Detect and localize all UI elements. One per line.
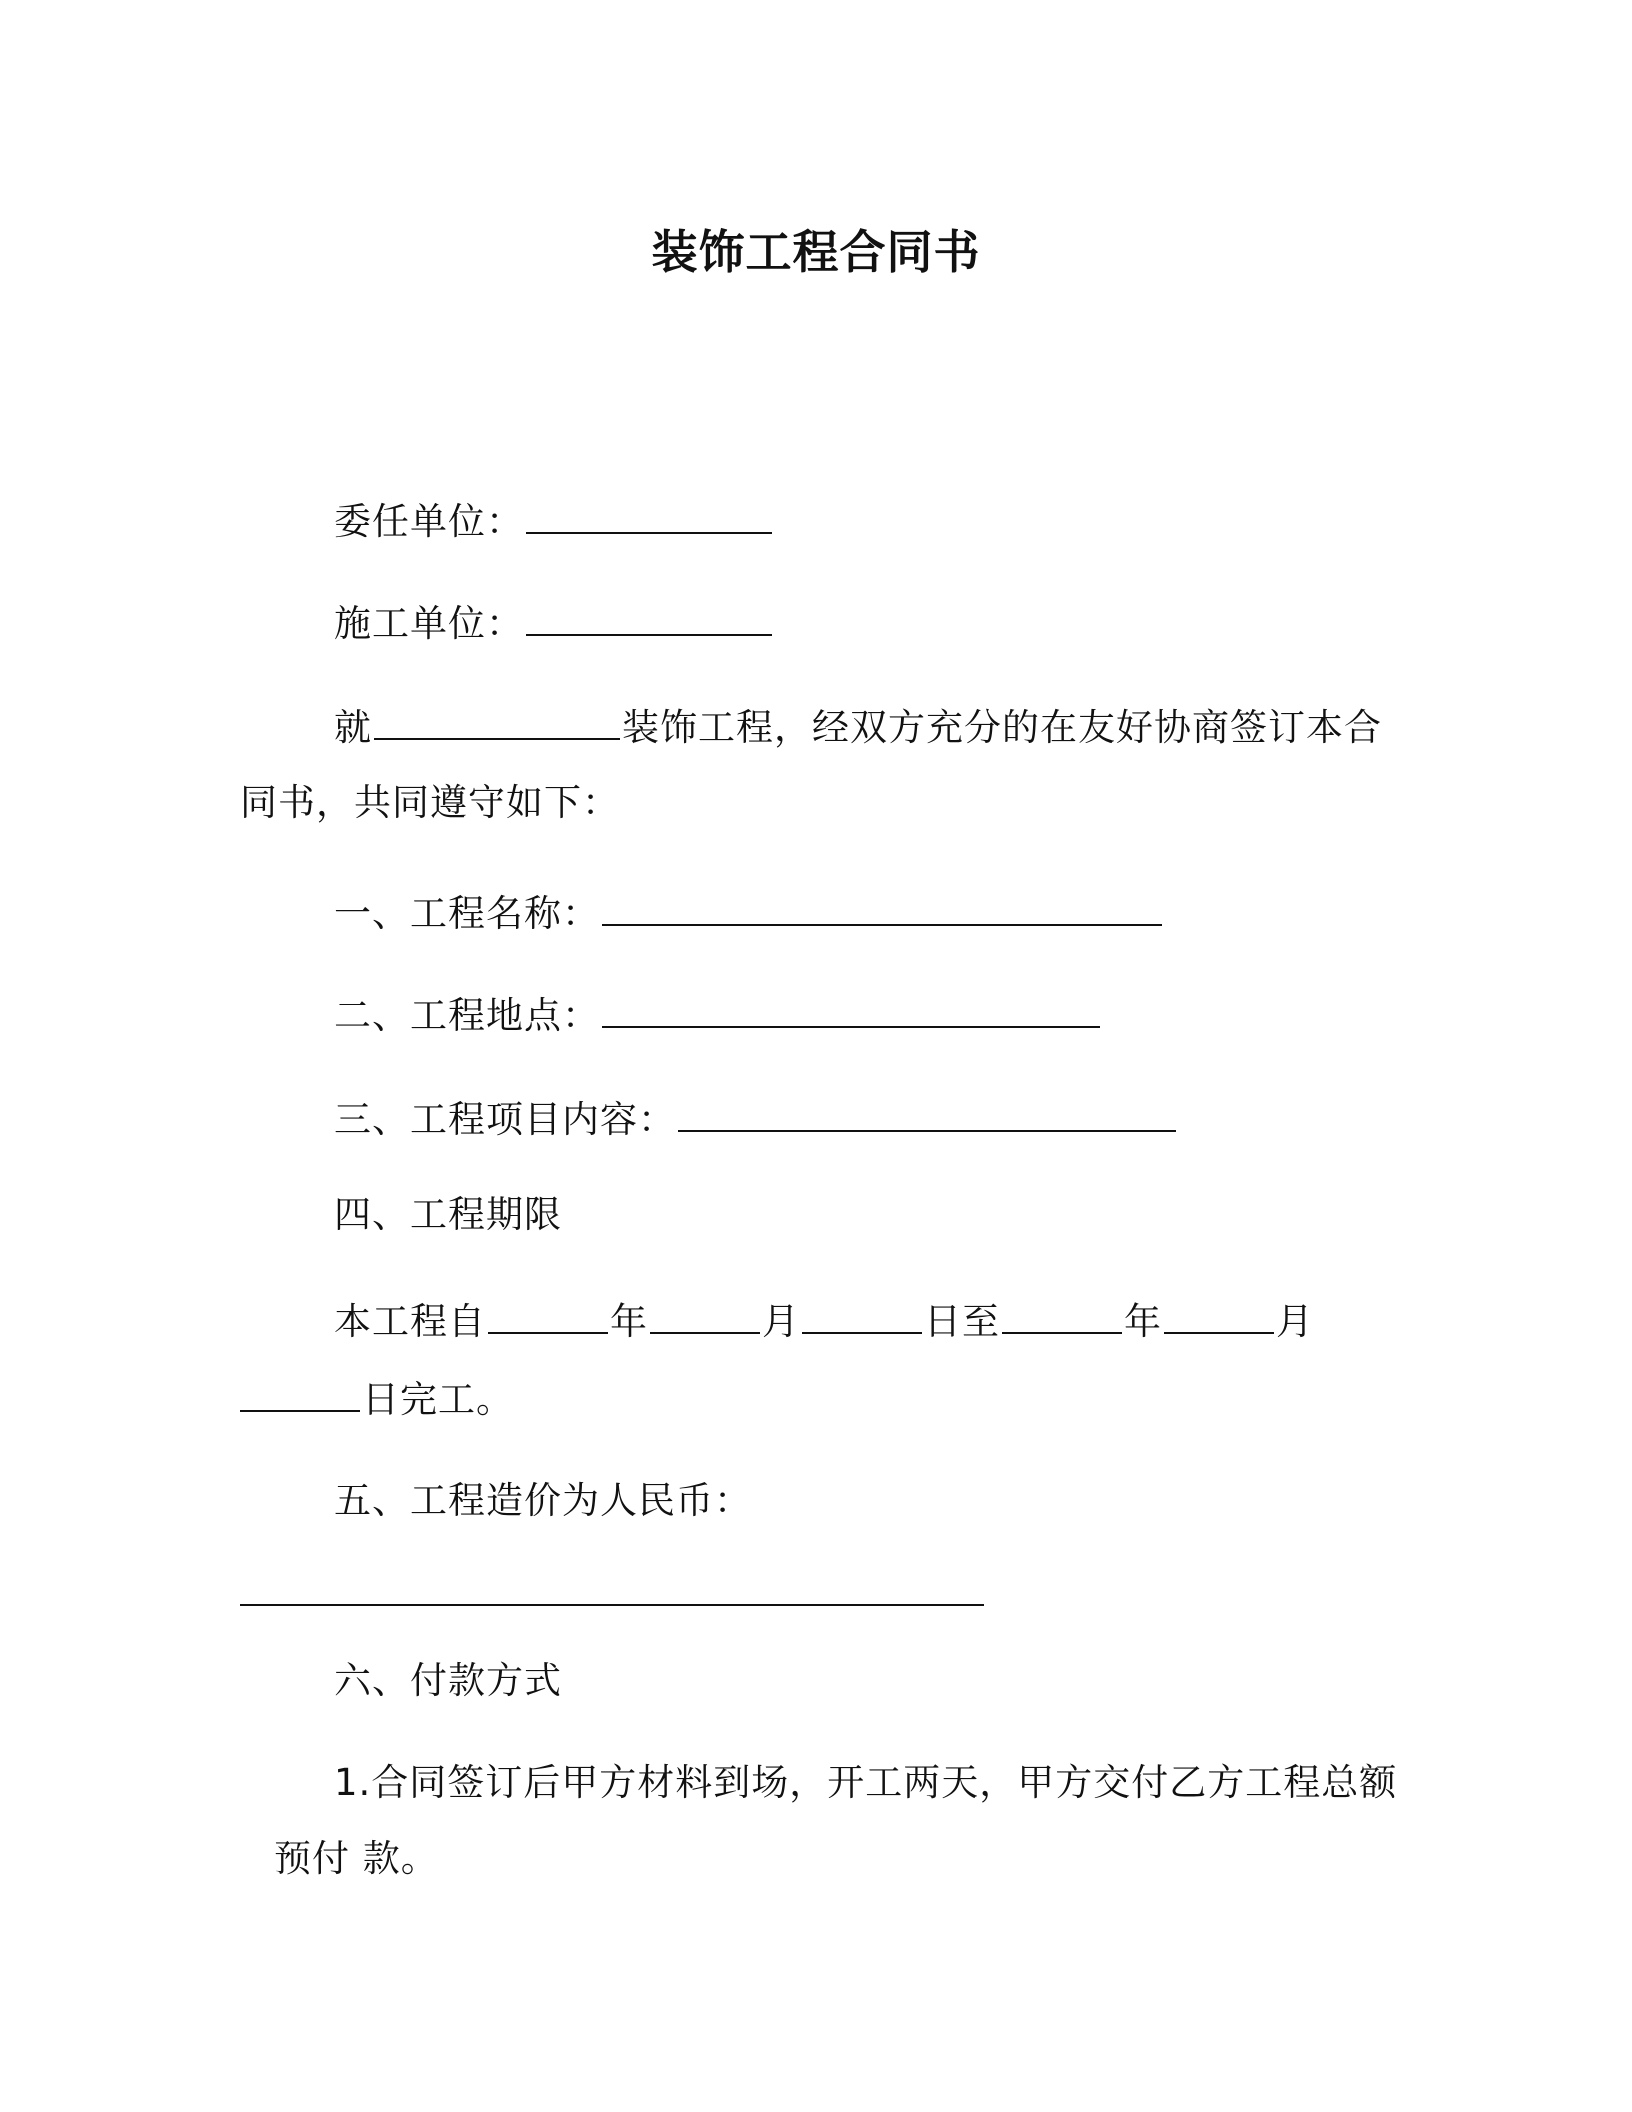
- item-6-heading: 六、付款方式: [334, 1659, 562, 1702]
- month-label: 月: [762, 1300, 800, 1343]
- item-1-line: [334, 888, 1164, 939]
- item-3-blank[interactable]: [678, 1094, 1176, 1132]
- end-year-blank[interactable]: [1002, 1296, 1122, 1334]
- contractor-line: [334, 598, 774, 649]
- item-4-heading: 四、工程期限: [334, 1193, 562, 1236]
- year-label: 年: [1124, 1300, 1162, 1343]
- start-year-blank[interactable]: [488, 1296, 608, 1334]
- price-blank[interactable]: [240, 1568, 984, 1606]
- item-2-blank[interactable]: [602, 990, 1100, 1028]
- intro-line-1: [334, 702, 1382, 753]
- payment-clause-line-1: 1.合同签订后甲方材料到场，开工两天，甲方交付乙方工程总额: [334, 1761, 1398, 1804]
- item-2-line: [334, 990, 1102, 1041]
- intro-line-2: 同书，共同遵守如下：: [240, 781, 620, 824]
- day-to-label: 日至: [924, 1300, 1000, 1343]
- start-month-blank[interactable]: [650, 1296, 760, 1334]
- client-label: 委任单位：: [334, 500, 524, 543]
- contractor-blank[interactable]: [526, 598, 772, 636]
- price-blank-line: [240, 1568, 986, 1619]
- year-label: 年: [610, 1300, 648, 1343]
- period-line-1: [334, 1296, 1314, 1347]
- start-day-blank[interactable]: [802, 1296, 922, 1334]
- item-3-line: [334, 1094, 1178, 1145]
- item-5-line: 五、工程造价为人民币：: [334, 1479, 752, 1522]
- item-2-label: 二、工程地点：: [334, 994, 600, 1037]
- period-line-2: [240, 1374, 514, 1425]
- end-day-blank[interactable]: [240, 1374, 360, 1412]
- intro-suffix: 装饰工程，经双方充分的在友好协商签订本合: [622, 706, 1382, 749]
- client-line: [334, 496, 774, 547]
- item-1-label: 一、工程名称：: [334, 892, 600, 935]
- completion-label: 日完工。: [362, 1378, 514, 1421]
- period-prefix: 本工程自: [334, 1300, 486, 1343]
- intro-prefix: 就: [334, 706, 372, 749]
- month-label: 月: [1276, 1300, 1314, 1343]
- client-blank[interactable]: [526, 496, 772, 534]
- contractor-label: 施工单位：: [334, 602, 524, 645]
- document-title: 装饰工程合同书: [651, 225, 981, 279]
- project-name-blank[interactable]: [374, 702, 620, 740]
- end-month-blank[interactable]: [1164, 1296, 1274, 1334]
- payment-clause-line-2: 预付 款。: [274, 1837, 439, 1880]
- item-1-blank[interactable]: [602, 888, 1162, 926]
- item-3-label: 三、工程项目内容：: [334, 1098, 676, 1141]
